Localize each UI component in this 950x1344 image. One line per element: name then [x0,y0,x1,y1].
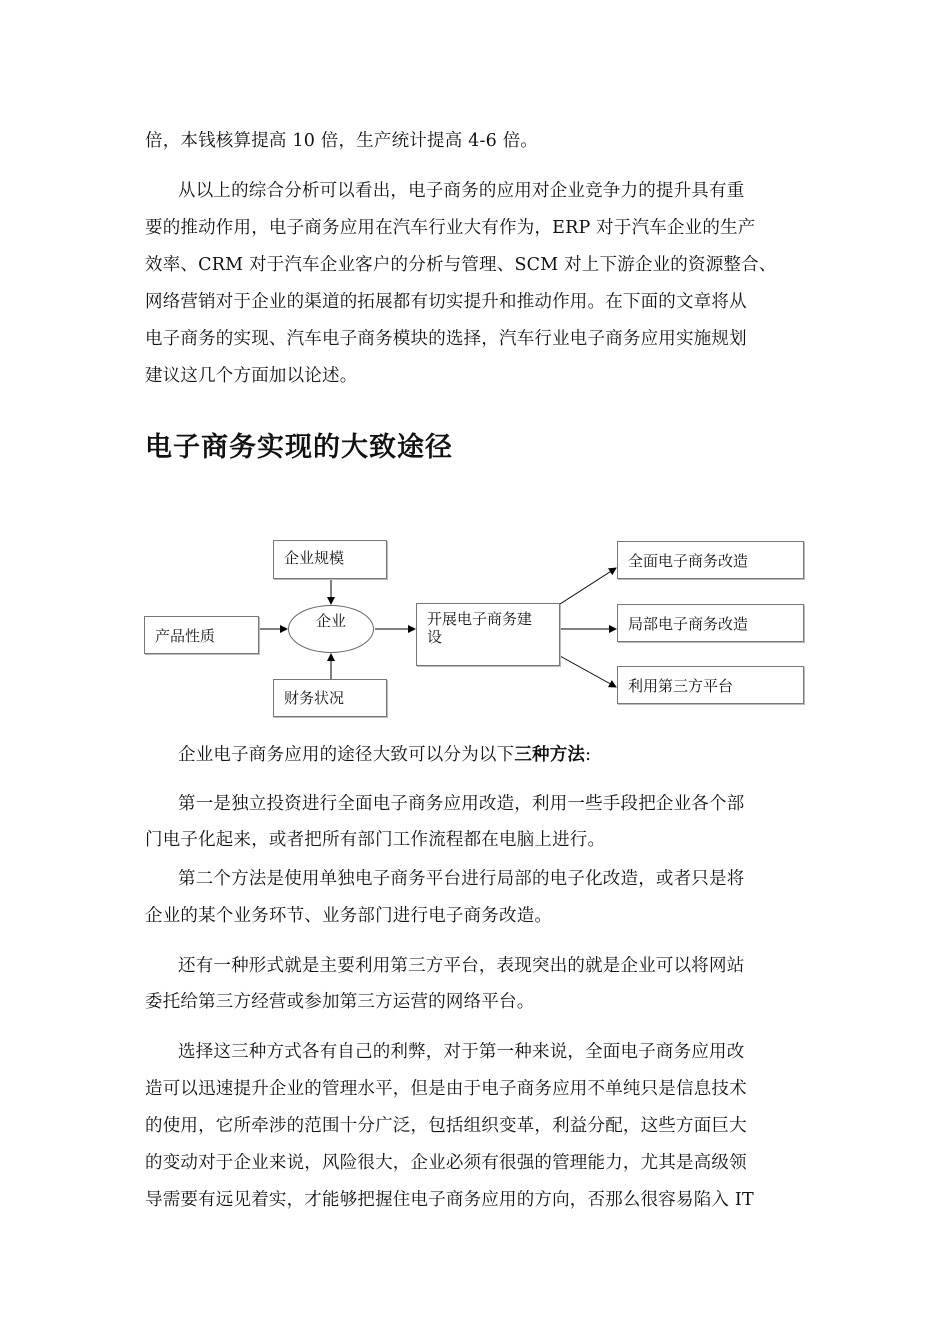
box-full-transformation: 全面电子商务改造 [617,541,804,579]
intro-bold: 三种方法 [514,745,586,765]
body-text-line: 导需要有远见着实，才能够把握住电子商务应用的方向，否那么很容易陷入 IT [145,1190,754,1210]
box-third-party-platform: 利用第三方平台 [617,666,804,704]
body-text-line: 要的推动作用，电子商务应用在汽车行业大有作为，ERP 对于汽车企业的生产 [145,218,756,238]
body-text-line: 效率、CRM 对于汽车企业客户的分析与管理、SCM 对上下游企业的资源整合、 [145,255,777,275]
body-text-line: 门电子化起来，或者把所有部门工作流程都在电脑上进行。 [145,830,606,850]
arrow-build-to-full [560,568,616,604]
body-text-line: 还有一种形式就是主要利用第三方平台，表现突出的就是企业可以将网站 [178,956,745,976]
arrow-build-to-thirdparty [560,656,616,687]
body-text-line: 的变动对于企业来说，风险很大，企业必须有很强的管理能力，尤其是高级领 [145,1153,747,1173]
intro-text: 企业电子商务应用的途径大致可以分为以下 [178,745,515,765]
body-text-line: 企业的某个业务环节、业务部门进行电子商务改造。 [145,906,553,926]
intro-line [178,741,591,766]
box-product-nature: 产品性质 [144,616,259,654]
body-text-line: 网络营销对于企业的渠道的拓展都有切实提升和推动作用。在下面的文章将从 [145,292,747,312]
intro-colon: : [585,745,592,765]
body-text-line: 造可以迅速提升企业的管理水平，但是由于电子商务应用不单纯只是信息技术 [145,1079,747,1099]
section-heading: 电子商务实现的大致途径 [145,432,453,463]
box-financial-status: 财务状况 [273,679,387,717]
body-text-line: 选择这三种方式各有自己的利弊，对于第一种来说，全面电子商务应用改 [178,1042,745,1062]
box-build-ecommerce [416,603,560,666]
box-build-ecommerce-line1: 开展电子商务建 [427,610,533,628]
body-text-line: 建议这几个方面加以论述。 [145,366,358,386]
body-text-line: 第二个方法是使用单独电子商务平台进行局部的电子化改造，或者只是将 [178,869,745,889]
body-text-line: 委托给第三方经营或参加第三方运营的网络平台。 [145,992,535,1012]
body-text-line: 从以上的综合分析可以看出，电子商务的应用对企业竞争力的提升具有重 [178,181,745,201]
ellipse-enterprise: 企业 [288,605,374,653]
box-build-ecommerce-line2: 设 [427,628,443,646]
body-text-line: 的使用，它所牵涉的范围十分广泛，包括组织变革，利益分配，这些方面巨大 [145,1116,747,1136]
box-enterprise-scale: 企业规模 [273,540,387,579]
body-text-line: 第一是独立投资进行全面电子商务应用改造，利用一些手段把企业各个部 [178,794,745,814]
body-text-line: 倍，本钱核算提高 10 倍，生产统计提高 4-6 倍。 [145,131,539,151]
box-partial-transformation: 局部电子商务改造 [617,604,804,642]
body-text-line: 电子商务的实现、汽车电子商务模块的选择，汽车行业电子商务应用实施规划 [145,329,747,349]
